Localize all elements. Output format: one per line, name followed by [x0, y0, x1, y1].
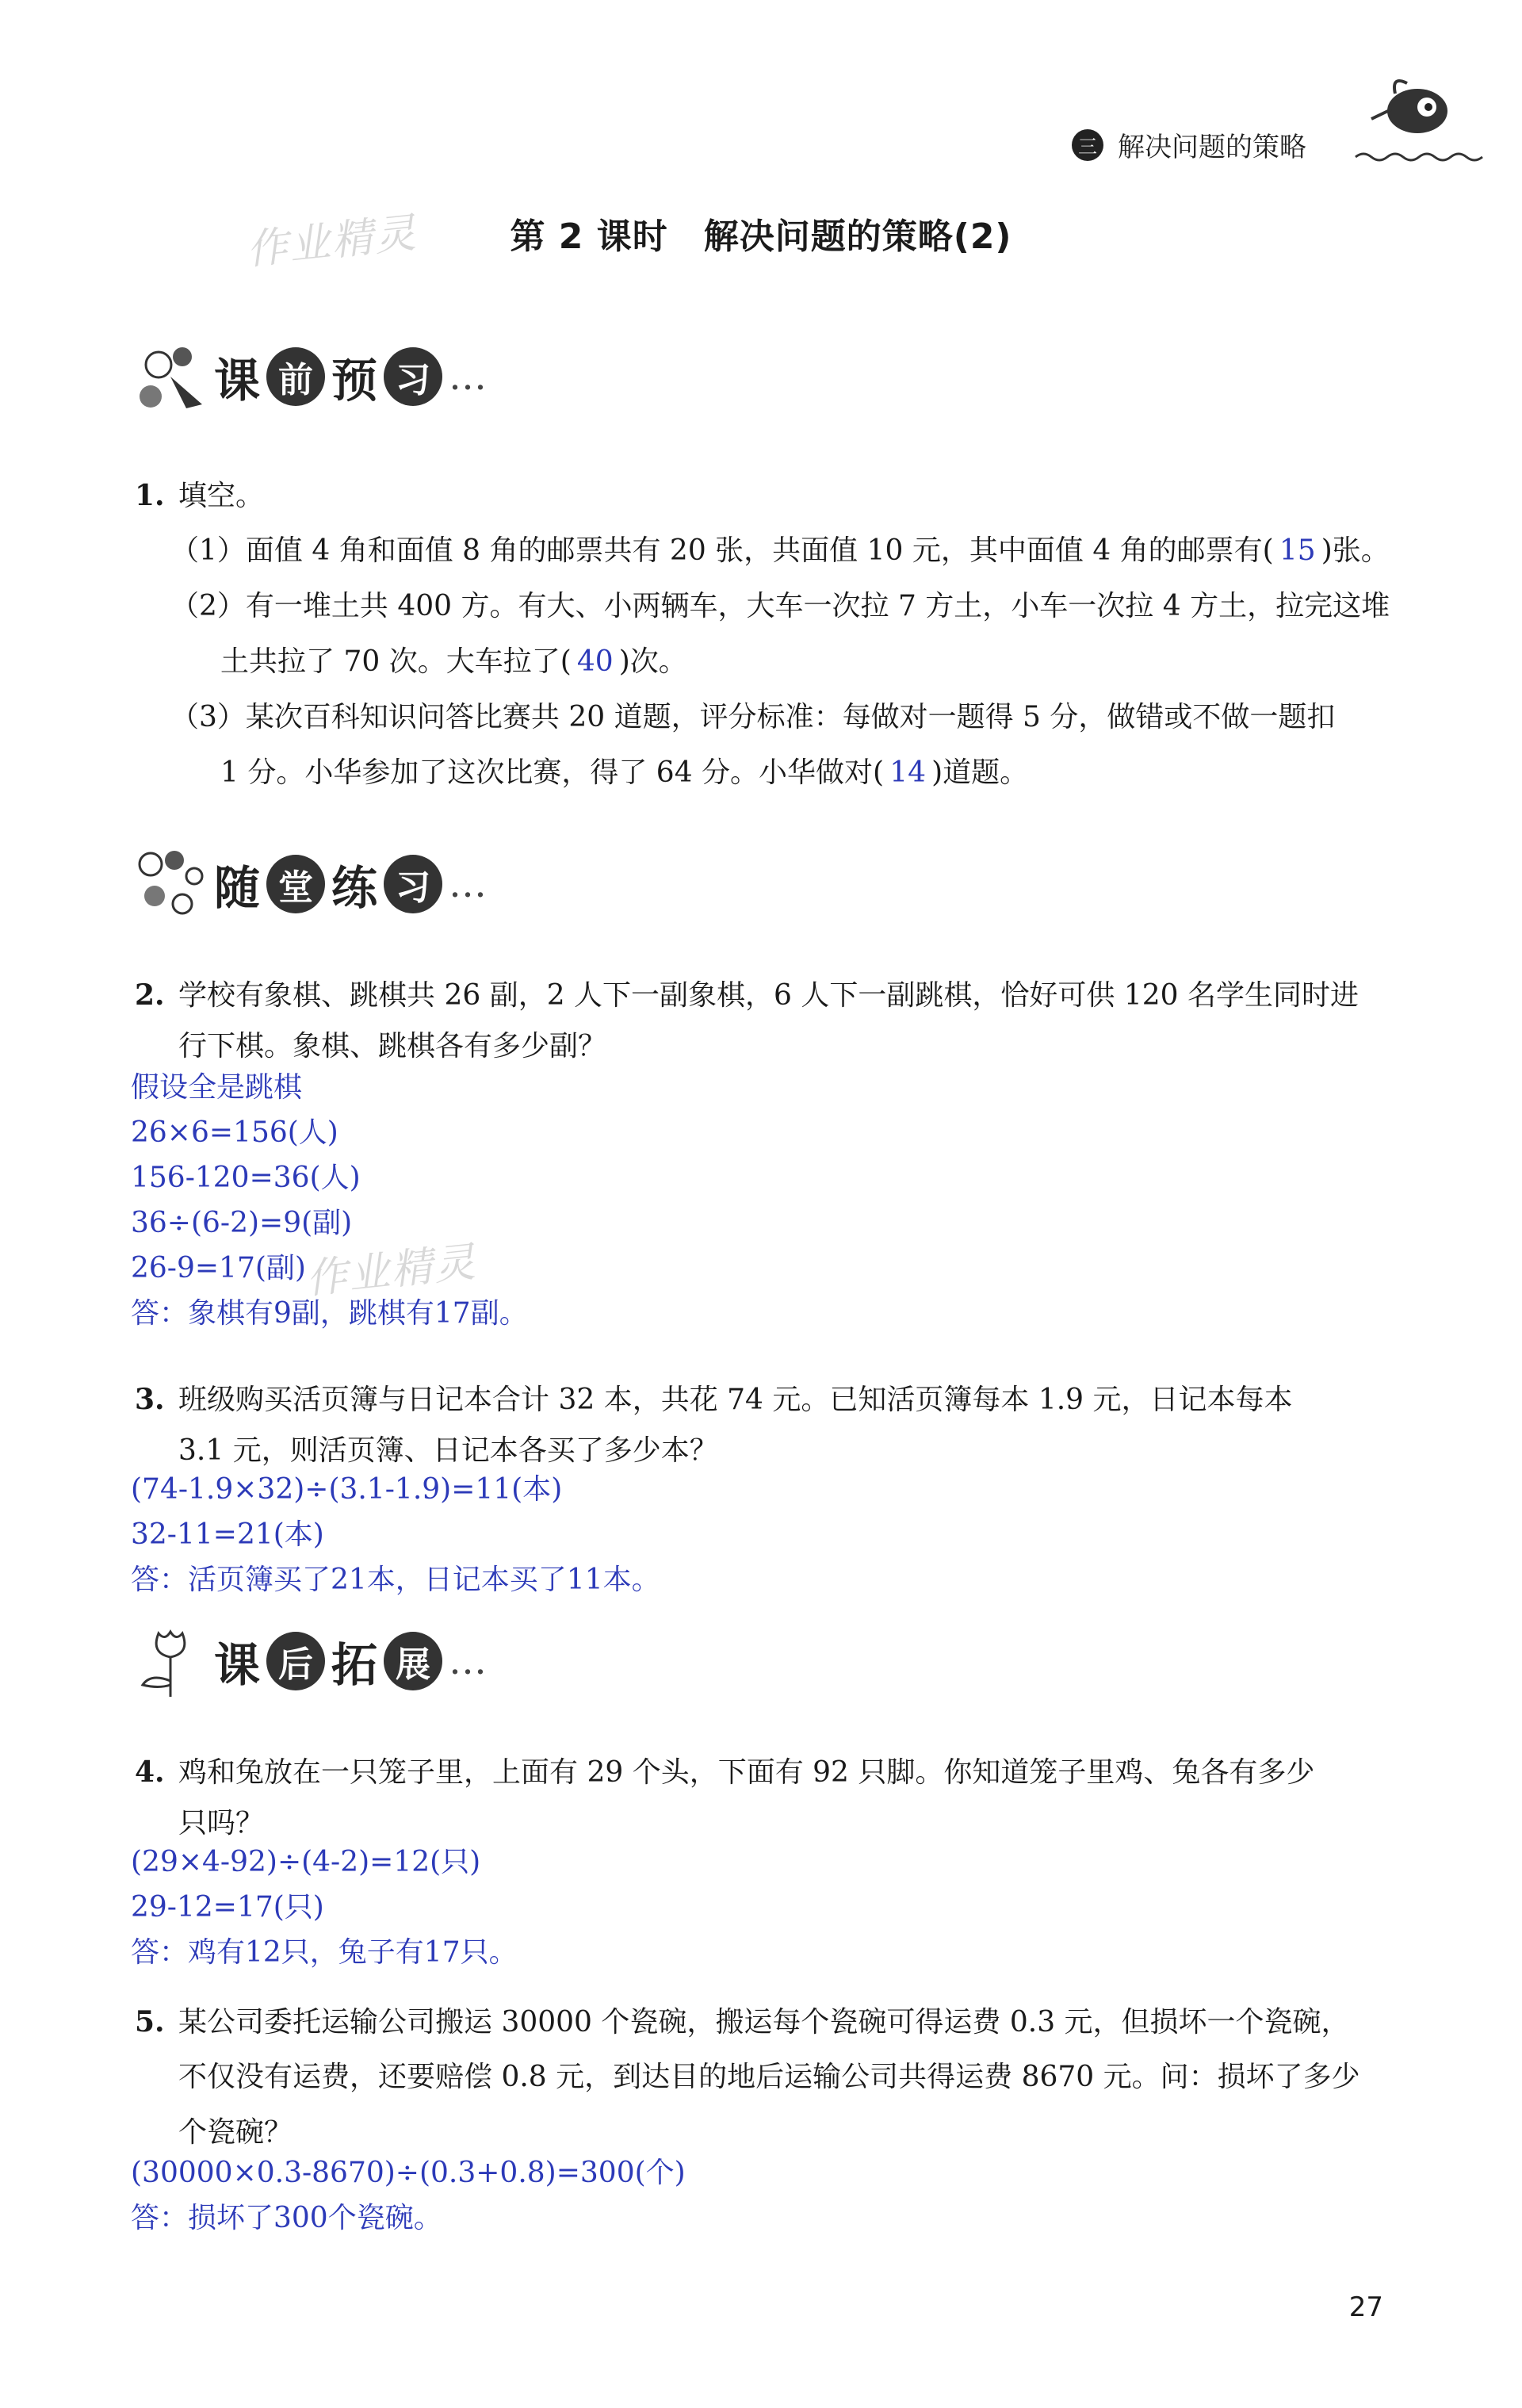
question-1-sub-3-line-1: （3）某次百科知识问答比赛共 20 道题，评分标准：每做对一题得 5 分，做错或不做一题扣 — [170, 701, 1336, 733]
question-3-line-1: 3. 班级购买活页簿与日记本合计 32 本，共花 74 元。已知活页簿每本 1.9 元，日记本每本 — [135, 1383, 1293, 1416]
question-5-line-1: 5. 某公司委托运输公司搬运 30000 个瓷碗，搬运每个瓷碗可得运费 0.3 元，但损坏一个瓷碗， — [135, 2005, 1350, 2039]
answer-line: (30000×0.3-8670)÷(0.3+0.8)=300(个) — [131, 2157, 686, 2189]
banner-char-circled: 后 — [266, 1632, 325, 1690]
bird-decoration-icon — [1348, 63, 1498, 167]
chapter-header — [1072, 125, 1306, 164]
flower-decoration-icon — [127, 333, 214, 420]
lesson-title: 第 2 课时 解决问题的策略(2) — [510, 216, 1012, 257]
banner-dots: … — [449, 354, 491, 399]
banner-char-circled: 习 — [384, 855, 442, 913]
answer-line: (74-1.9×32)÷(3.1-1.9)=11(本) — [131, 1473, 563, 1506]
question-2-line-2: 行下棋。象棋、跳棋各有多少副？ — [178, 1030, 607, 1062]
question-4-line-1: 4. 鸡和兔放在一只笼子里，上面有 29 个头，下面有 92 只脚。你知道笼子里鸡、兔各有多少 — [135, 1755, 1315, 1789]
question-5-line-2: 不仅没有运费，还要赔偿 0.8 元，到达目的地后运输公司共得运费 8670 元。问：损坏了多少 — [178, 2061, 1360, 2093]
answer-line: 答：损坏了300个瓷碗。 — [131, 2202, 442, 2234]
answer-value: 15 — [1279, 534, 1316, 567]
chapter-number-badge: 三 — [1072, 129, 1103, 161]
banner-char-circled: 展 — [384, 1632, 442, 1690]
question-1-stem: 1. 填空。 — [135, 479, 265, 512]
answer-line: 假设全是跳棋 — [131, 1071, 303, 1104]
watermark: 作业精灵 — [244, 209, 420, 275]
answer-value: 40 — [576, 645, 614, 678]
section-banner-after-class — [127, 1617, 490, 1705]
answer-line: 26×6=156(人) — [131, 1116, 338, 1149]
question-5-line-3: 个瓷碗？ — [178, 2116, 293, 2149]
question-1-sub-1: （1）面值 4 角和面值 8 角的邮票共有 20 张，共面值 10 元，其中面值 4 角的邮票有( 15 )张。 — [170, 523, 1407, 579]
answer-line: 32-11=21(本) — [131, 1518, 324, 1551]
banner-char-circled: 前 — [266, 347, 325, 406]
banner-char: 课 — [214, 354, 261, 408]
answer-line: 36÷(6-2)=9(副) — [131, 1207, 353, 1239]
banner-dots: … — [449, 1639, 491, 1683]
answer-line: 答：象棋有9副，跳棋有17副。 — [131, 1297, 528, 1330]
section-banner-in-class — [127, 840, 490, 928]
banner-char: 拓 — [331, 1638, 378, 1692]
question-1-sub-2-line-1: （2）有一堆土共 400 方。有大、小两辆车，大车一次拉 7 方土，小车一次拉 4 方土，拉完这堆 — [170, 590, 1390, 622]
answer-line: (29×4-92)÷(4-2)=12(只) — [131, 1846, 481, 1878]
answer-value: 14 — [889, 756, 926, 789]
section-banner-pre-study — [127, 333, 490, 420]
answer-line: 26-9=17(副) — [131, 1252, 306, 1284]
question-4-line-2: 只吗？ — [178, 1807, 265, 1839]
banner-char: 预 — [331, 354, 378, 408]
banner-char: 课 — [214, 1638, 261, 1692]
question-3-line-2: 3.1 元，则活页簿、日记本各买了多少本？ — [178, 1434, 718, 1467]
banner-char-circled: 习 — [384, 347, 442, 406]
banner-dots: … — [449, 862, 491, 906]
answer-line: 29-12=17(只) — [131, 1891, 324, 1924]
page-number: 27 — [1348, 2291, 1383, 2323]
answer-line: 答：鸡有12只，兔子有17只。 — [131, 1936, 518, 1969]
question-1-sub-2-line-2: 土共拉了 70 次。大车拉了( 40 )次。 — [220, 634, 1409, 690]
chapter-title: 解决问题的策略 — [1118, 132, 1306, 163]
answer-line: 答：活页簿买了21本，日记本买了11本。 — [131, 1564, 660, 1596]
watermark: 作业精灵 — [304, 1238, 480, 1304]
question-2-line-1: 2. 学校有象棋、跳棋共 26 副，2 人下一副象棋，6 人下一副跳棋，恰好可供 120 名学生同时进 — [135, 978, 1359, 1012]
banner-char: 练 — [331, 861, 378, 915]
banner-char-circled: 堂 — [266, 855, 325, 913]
tulip-decoration-icon — [127, 1617, 214, 1705]
answer-line: 156-120=36(人) — [131, 1162, 361, 1194]
banner-char: 随 — [214, 861, 261, 915]
question-1-sub-3-line-2: 1 分。小华参加了这次比赛，得了 64 分。小华做对( 14 )道题。 — [220, 745, 1409, 801]
flower-cluster-icon — [127, 840, 214, 928]
